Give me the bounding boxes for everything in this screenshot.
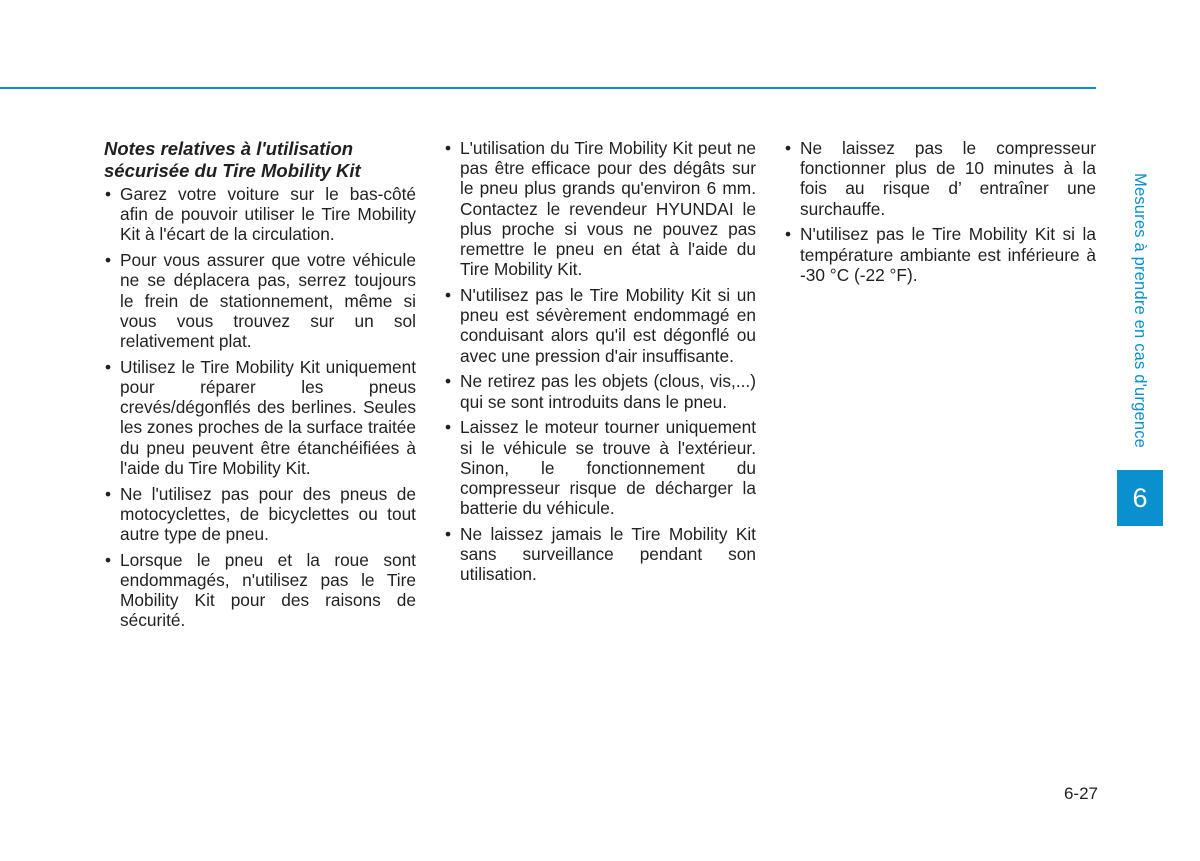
chapter-number-tab: 6 <box>1117 470 1163 526</box>
bullet-list-column-2 <box>444 138 756 585</box>
header-rule <box>0 87 1096 89</box>
list-item: • N'utilisez pas le Tire Mobility Kit si la température ambiante est inférieure à -30 °C (-22 °F). <box>784 224 1096 285</box>
text-column-2 <box>444 138 756 590</box>
list-item: • Lorsque le pneu et la roue sont endommagés, n'utilisez pas le Tire Mobility Kit pour des raisons de sécurité. <box>104 550 416 631</box>
bullet-list-column-3 <box>784 138 1096 285</box>
list-item: • Pour vous assurer que votre véhicule ne se déplacera pas, serrez toujours le frein de stationnement, même si vous vous trouvez sur un sol relativement plat. <box>104 250 416 351</box>
list-item: • Garez votre voiture sur le bas-côté afin de pouvoir utiliser le Tire Mobility Kit à l'écart de la circulation. <box>104 184 416 245</box>
list-item: • Utilisez le Tire Mobility Kit uniquement pour réparer les pneus crevés/dégonflés des berlines. Seules les zones proches de la surface traitée du pneu peuvent être étanchéifiées à l'aide du Tire Mobility Kit. <box>104 357 416 478</box>
chapter-title: Mesures à prendre en cas d'urgence <box>1131 173 1149 449</box>
list-item: • Ne l'utilisez pas pour des pneus de motocyclettes, de bicyclettes ou tout autre type de pneu. <box>104 484 416 545</box>
bullet-list-column-1 <box>104 184 416 631</box>
page-number: 6-27 <box>1063 784 1098 803</box>
section-heading: Notes relatives à l'utilisation sécurisée du Tire Mobility Kit <box>104 138 361 181</box>
list-item: • Ne laissez pas le compresseur fonctionner plus de 10 minutes à la fois au risque d’ entraîner une surchauffe. <box>784 138 1096 219</box>
text-column-1 <box>104 138 416 636</box>
list-item: • Ne laissez jamais le Tire Mobility Kit sans surveillance pendant son utilisation. <box>444 524 756 585</box>
text-column-3 <box>784 138 1096 291</box>
list-item: • Laissez le moteur tourner uniquement si le véhicule se trouve à l'extérieur. Sinon, le fonctionnement du compresseur risque de décharger la batterie du véhicule. <box>444 417 756 518</box>
list-item: • Ne retirez pas les objets (clous, vis,...) qui se sont introduits dans le pneu. <box>444 371 756 411</box>
list-item: • L'utilisation du Tire Mobility Kit peut ne pas être efficace pour des dégâts sur le pneu plus grands qu'environ 6 mm. Contactez le revendeur HYUNDAI le plus proche si vous ne pouvez pas remettre le pneu en état à l'aide du Tire Mobility Kit. <box>444 138 756 279</box>
list-item: • N'utilisez pas le Tire Mobility Kit si un pneu est sévèrement endommagé en conduisant alors qu'il est dégonflé ou avec une pression d'air insuffisante. <box>444 285 756 366</box>
